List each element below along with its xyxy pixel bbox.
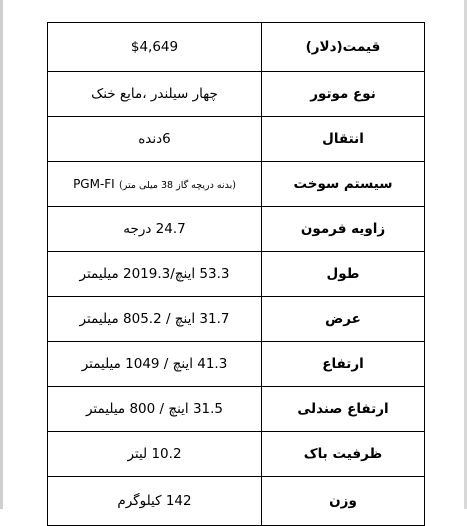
table-row-engine-type bbox=[48, 72, 425, 117]
table-row-length bbox=[48, 252, 425, 297]
table-row-fuel-system bbox=[48, 162, 425, 207]
price-label: قیمت(دلار) bbox=[262, 23, 425, 72]
height-label: ارتفاع bbox=[262, 342, 425, 387]
transmission-value: 6دنده bbox=[48, 117, 262, 162]
steering-angle-value: 24.7 درجه bbox=[48, 207, 262, 252]
width-value: 31.7 اینچ / 805.2 میلیمتر bbox=[48, 297, 262, 342]
length-value: 53.3 اینچ/2019.3 میلیمتر bbox=[48, 252, 262, 297]
engine-type-value: چهار سیلندر ،مایع خنک bbox=[48, 72, 262, 117]
page-left-edge bbox=[0, 0, 3, 509]
fuel-system-value bbox=[48, 162, 262, 207]
tank-capacity-label: ظرفیت باک bbox=[262, 432, 425, 477]
table-row-tank-capacity bbox=[48, 432, 425, 477]
transmission-label: انتقال bbox=[262, 117, 425, 162]
seat-height-label: ارتفاع صندلی bbox=[262, 387, 425, 432]
steering-angle-label: زاویه فرمون bbox=[262, 207, 425, 252]
fuel-system-note: (بدنه دریچه گاز 38 میلی متر) bbox=[119, 180, 236, 191]
weight-value: 142 کیلوگرم bbox=[48, 477, 262, 526]
length-label: طول bbox=[262, 252, 425, 297]
specifications-table bbox=[47, 22, 425, 526]
table-row-steering-angle bbox=[48, 207, 425, 252]
engine-type-label: نوع موتور bbox=[262, 72, 425, 117]
seat-height-value: 31.5 اینچ / 800 میلیمتر bbox=[48, 387, 262, 432]
height-value: 41.3 اینچ / 1049 میلیمتر bbox=[48, 342, 262, 387]
table-row-seat-height bbox=[48, 387, 425, 432]
table-row-price bbox=[48, 23, 425, 72]
fuel-system-main: PGM-FI bbox=[73, 177, 115, 191]
width-label: عرض bbox=[262, 297, 425, 342]
table-row-transmission bbox=[48, 117, 425, 162]
table-row-weight bbox=[48, 477, 425, 526]
tank-capacity-value: 10.2 لیتر bbox=[48, 432, 262, 477]
weight-label: وزن bbox=[262, 477, 425, 526]
fuel-system-label: سیستم سوخت bbox=[262, 162, 425, 207]
table-row-width bbox=[48, 297, 425, 342]
price-value bbox=[48, 23, 262, 72]
price-value-text: $4,649 bbox=[130, 39, 179, 55]
table-row-height bbox=[48, 342, 425, 387]
